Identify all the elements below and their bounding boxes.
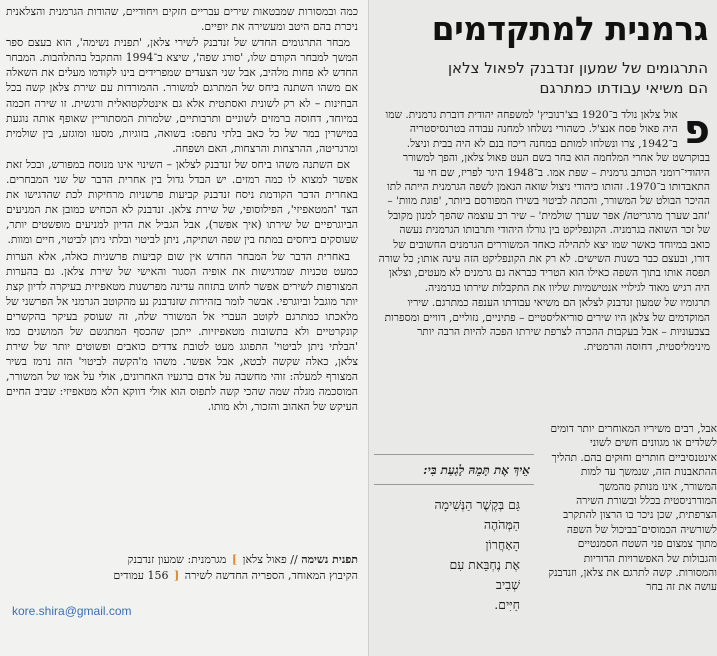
headline: גרמנית למתקדמים [431,9,708,48]
paragraph: באחרית הדבר של המבחר החדש אין שום קביעות פרשניות כאלה, אלא הערות כמעט טכניות שמדגישות את אופיה הסגור והאישי של שירת צלאן. גם בהערות המצורפות לשירים אפשר לחוש בתזוזה עדינה מפרשנות מטאפיזית בעיקרה לדיון קצת יותר מוגבל וביוגרפי. אבשר לומר בזהירות שזנדבנק נע מהקוטב הגרמני אל הפרשני של מלאכתו כמתרגם לקוטב העברי אל המשורר שלה, זה שעוסק בעיקר בהקשרים קונקרטיים ולא בתשובות מטאפיזיות. ייתכן שהכסף המתגשם של המושגים כמו 'הבלתי ניתן לביטוי' התפוגג מעט לטובת צדדים כואבים ופשוטים יותר של שירת צלאן, כאלה שקשה לבטא, אבל אפשר. משהו מ'הקשה לביטוי' הזה נרמז בשיר המצורף למעלה: זוהי מחשבה על אדם ברגעיו האחרונים, אולי על אמו של המשורר, המוסכמה מגלה שמה שהכי קשה לתפוס הוא אולי דווקא הלא מטאפיזי: שביב החיים העיקש של האהוב והזכור, ולא מותו. [6,249,358,414]
subheadline-line: הם משיאי עבודתו כמתרגם [539,79,708,97]
subheadline [377,58,708,98]
poem-box [374,454,534,638]
poem-line: גַּם בְּקֶשֶׁר הַנְּשִׁימָה [434,497,520,512]
poem-line: שְׁבִיב [495,577,520,592]
divider [374,484,534,485]
divider [374,454,534,455]
paragraph: מבחר התרגומים החדש של זנדבנק לשירי צלאן, 'תפנית נשימה', הוא בעצם ספר המשך למבחר הקודם שלו, 'סורג שפה', שיצא ב־1994 והתקבל בהתלהבות. המבחר החדש לא פחות מלהיב, אבל שני הצעדים שמפרידים בינו לקודמו מעלים את השאלה אם משהו השתנה ביחס של המתרגם למשורר. ההמורדות עם שירת צלאן קשה בכל הבחינות – לא רק לשונית ואסתטית אלא גם אינטלקטואלית ורגשית. זו שירה חכמה במיוחד, דחוסה ברמזים לשוניים ותרבותיים, שלמרות המסתוריין שאופף אותה נוגעת במישרין במר של כל כאב בלתי נתפס: בשואה, בזוגיות, מסעו ומוגזע, בין שולמית ומרגריטה, ההרצחות והרצחות, האם ושפחה. [6,36,358,155]
poem-line: חַיִּים. [494,597,520,612]
paragraph: אבל, רבים משיריו המאוחרים יותר דומים לשלדים או מגוונים חשים לשוני אינטנסיביים חותרים וחוּקים בהם. תהליך ההתאבנות הזה, שנמשך עד למות המשורר, אינו מנותק מהמשך המודרניסטית בכלל ובשורת השירה הצרפתית, שכן ניכר בו הרצון להתקרב לשורשיה הכמוסים־בביכול של השפה מתוך צמצום פני השטח הסמנטיים והגבולות של האפשרויות הדוריות והמסורות. קשה לתרגם את צלאן, וזנדבנק עושה את זה בחר [548,423,717,594]
article-continuation [6,4,358,544]
publisher: הקיבוץ המאוחד, הספריה החדשה לשירה [184,569,358,582]
bracket-close: [ [174,569,180,582]
poem-line: הַמְּהֹהֶה [483,517,520,532]
book-title: תפנית נשימה [301,553,358,566]
book-credit [6,552,358,584]
paragraph: כמה ובמסורות שמבטאות שירים עבריים חזקים ויחודיים, שהודות הגרמנית והצלאנית ניכרת בהם היטב ומעשירה את יופיים. [6,5,358,34]
poem-line: אֶת נֶחְבֵּאת עִם [449,557,520,572]
author-name: פאול צלאן [242,553,287,566]
poem-title: אֵיךְ אֶת תָּמֵהּ לָגַעַת בִּי: [423,463,530,477]
contact-email[interactable]: kore.shira@gmail.com [12,604,132,618]
page-count: 156 עמודים [113,569,169,582]
credit-separator: // [290,553,298,566]
bracket-open: ] [231,553,238,566]
subheadline-line: התרגומים של שמעון זנדבנק לפאול צלאן [447,59,708,77]
translator: מגרמנית: שמעון זנדבנק [127,553,227,566]
paragraph: אם השתנה משהו ביחס של זנדבנק לצלאן – השינוי אינו מנוסח במפורש, ובכל זאת אפשר למצוא לו כמה רמזים. יש הבדל גדול בין אחרית הדבר של שני המבחרים. באחרית הדבר הקודמת ניסח זנדבנק קביעות פרשניות מרחיקות לכת שהדגישו את הצד 'המטאפיזי', הפילוסופי, של שירת צלאן. זנדבנק לא הכחיש כמובן את המניעים הביוגרפיים של שירתו (איך אפשר), אבל הגביל את הדיון למניעים מופשטים יותר, שעוסקים ביחסים במתח בין שפה ושתיקה, ניתן לביטוי ובלתי ניתן לביטוי, חיים ומוות. [6,157,358,247]
poem-line: הָאַחֲרוֹן [485,537,520,552]
article-body-lower [547,422,717,654]
article-body [378,108,710,420]
paragraph: תרגומיו של שמעון זנדבנק לצלאן הם משיאי עבודתו הענפה כמתרגם. שיריו המוקדמים של צלאן היו שירים סוריאליסטיים – פתיניים, נזוליים, דוויים ומספרות בצבעוניות – אבל בעקבות ההכרה לצרפת שירתו הפכה להיות הרבה יותר מינימליסטית, דחוסה והרמטית. [384,297,710,353]
drop-cap: פ [683,108,710,153]
paragraph: אול צלאן נולד ב־1920 בצ'רנוביץ' למשפחה יהודית דוברת גרמנית. שמו היה פאול פסח אנצ'ל. כשהורי נשלחו למחנה עבודה בטרנסיסטריה ב־1942, צרו ונשלחו למותם במחנה ריכוז בנם לא היה בבית וניצל. בבוקרשט של אחרי המלחמה הוא בחר בשם העט פאול צלאן, והפך למשורר היהודי־רומני הכותב גרמנית – שפת אמו. ב־1948 היגר לפריז, שם חי עד התאבדותו ב־1970. זהותו כיהודי ניצול שואה הנאמן לשפה הגרמנית הייתה לתו ההיכר הבולט של המשורר, והכתה לביטוי בשירו המפורסם ביותר, 'פוגת מוות' – 'זהב שערך מרגריטה/ אפר שערך שולמית' – שיר רב עוצמה שהפך למנון מקובל של זכר השואה בגרמניה. הקונפליקט בין גורלו היהודי ותרבותו הגרמנית נעשה כואב במיוחד כאשר שמו יצא לתהילה כאחד המשוררים הגרמנים החשובים של דורו, ובעצם כבר בשנות השישים. לא רק את הקונפליקט הזה עינה אותו; כל שורה תפסה אותו בתוך השפה כאילו הוא הטריד כבראה גם גרמנים לא מעטים, וצלאן היה רגיש מאוד לגילויי אנטישמיות שליוו את התקבלות שירתו בגרמניה. [378,109,710,294]
